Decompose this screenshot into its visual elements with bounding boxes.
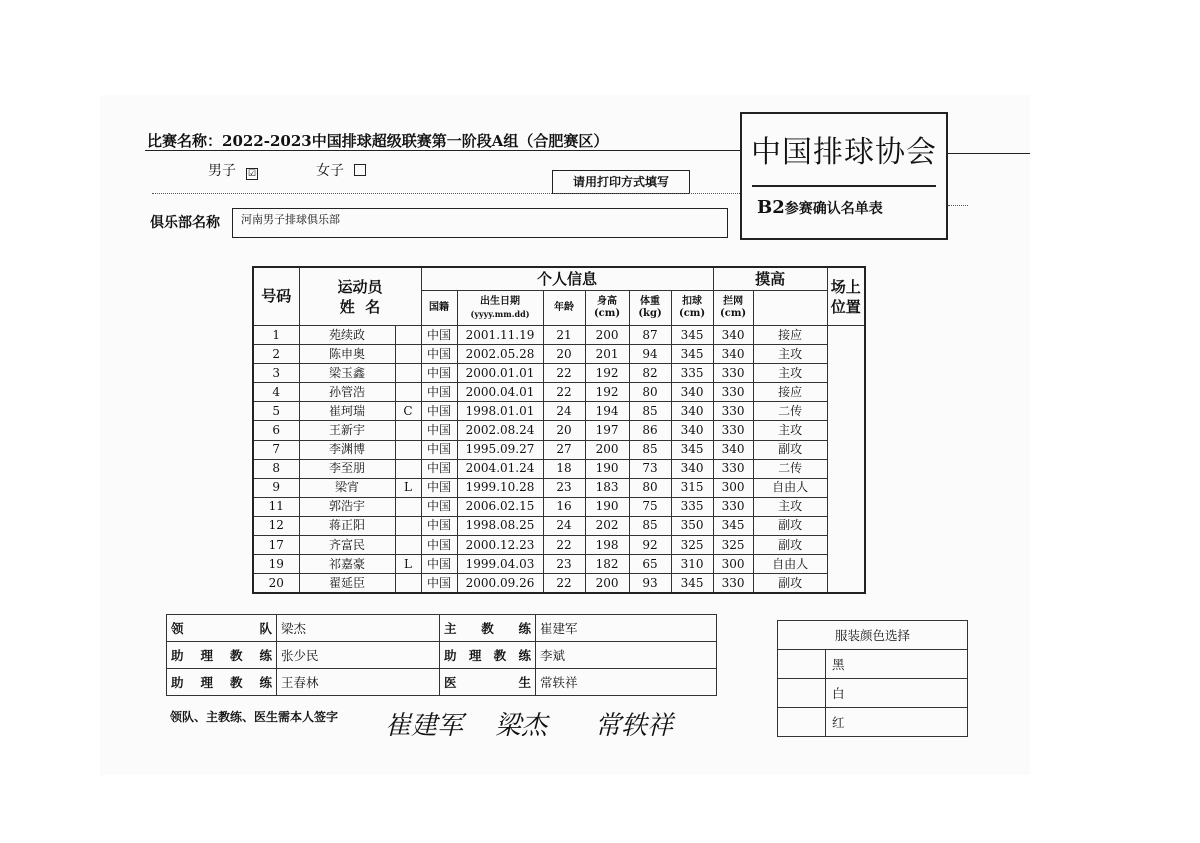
player-block-reach: 340: [713, 326, 753, 345]
female-checkbox[interactable]: [354, 164, 366, 176]
player-dob: 2002.08.24: [457, 421, 543, 440]
assistant2-label: [440, 642, 536, 669]
association-divider: [752, 185, 936, 187]
table-row: [253, 326, 865, 345]
association-box: [740, 112, 948, 240]
uniform-color-1: 黑: [826, 650, 968, 679]
roster-table: [252, 266, 866, 594]
assistant1-value[interactable]: 张少民: [277, 642, 440, 669]
player-age: 22: [543, 383, 585, 402]
player-role: [395, 459, 421, 478]
player-spike-reach: 345: [671, 326, 713, 345]
player-role: [395, 497, 421, 516]
player-role: [395, 345, 421, 364]
player-position: 二传: [753, 459, 827, 478]
table-row: [253, 440, 865, 459]
staff-role-label: 领 队: [171, 621, 272, 636]
player-role: L: [395, 478, 421, 497]
player-position: 副攻: [753, 440, 827, 459]
player-weight: 92: [629, 536, 671, 555]
player-position: 副攻: [753, 536, 827, 555]
player-position: 自由人: [753, 555, 827, 574]
print-note: 请用打印方式填写: [552, 170, 690, 194]
assistant3-value[interactable]: 王春林: [277, 669, 440, 696]
player-dob: 2000.01.01: [457, 364, 543, 383]
player-name: 崔珂瑞: [299, 402, 395, 421]
player-block-reach: 340: [713, 345, 753, 364]
player-age: 24: [543, 516, 585, 535]
player-spike-reach: 345: [671, 345, 713, 364]
player-name: 祁嘉豪: [299, 555, 395, 574]
header-number: 号码: [253, 267, 299, 326]
header-position: [827, 267, 865, 326]
player-height: 190: [585, 497, 629, 516]
player-weight: 82: [629, 364, 671, 383]
header-weight-label: 体重: [640, 296, 661, 307]
player-spike-reach: 315: [671, 478, 713, 497]
player-dob: 2000.04.01: [457, 383, 543, 402]
player-position: 主攻: [753, 364, 827, 383]
player-height: 202: [585, 516, 629, 535]
player-name: 孙管浩: [299, 383, 395, 402]
player-nationality: 中国: [421, 516, 457, 535]
player-weight: 94: [629, 345, 671, 364]
signature-note: 领队、主教练、医生需本人签字: [170, 710, 339, 724]
player-role: [395, 326, 421, 345]
player-weight: 65: [629, 555, 671, 574]
player-block-reach: 345: [713, 516, 753, 535]
signature-3: 常轶祥: [595, 711, 674, 741]
player-number: 19: [253, 555, 299, 574]
player-nationality: 中国: [421, 421, 457, 440]
player-number: 6: [253, 421, 299, 440]
player-block-reach: 330: [713, 497, 753, 516]
uniform-check-1[interactable]: [778, 650, 826, 679]
player-position: 副攻: [753, 574, 827, 594]
association-name: 中国排球协会: [751, 135, 937, 170]
leader-value[interactable]: 梁杰: [277, 615, 440, 642]
player-weight: 87: [629, 326, 671, 345]
player-dob: 1999.10.28: [457, 478, 543, 497]
header-height: [585, 291, 629, 326]
uniform-check-3[interactable]: [778, 708, 826, 737]
player-height: 183: [585, 478, 629, 497]
player-weight: 93: [629, 574, 671, 594]
header-weight: [629, 291, 671, 326]
player-spike-reach: 340: [671, 383, 713, 402]
header-athlete-line2: 姓 名: [339, 297, 381, 316]
staff-table: [166, 614, 717, 696]
player-height: 200: [585, 574, 629, 594]
player-weight: 85: [629, 440, 671, 459]
header-dob: [457, 291, 543, 326]
assistant2-value[interactable]: 李斌: [536, 642, 717, 669]
player-spike-reach: 310: [671, 555, 713, 574]
assistant3-label: [167, 669, 277, 696]
player-number: 11: [253, 497, 299, 516]
player-weight: 73: [629, 459, 671, 478]
player-age: 18: [543, 459, 585, 478]
player-height: 192: [585, 383, 629, 402]
player-spike-reach: 340: [671, 402, 713, 421]
signature-2: 梁杰: [495, 711, 548, 741]
player-block-reach: 300: [713, 555, 753, 574]
player-role: L: [395, 555, 421, 574]
player-dob: 2001.11.19: [457, 326, 543, 345]
player-number: 17: [253, 536, 299, 555]
head-coach-value[interactable]: 崔建军: [536, 615, 717, 642]
player-height: 182: [585, 555, 629, 574]
table-row: [253, 497, 865, 516]
table-row: [253, 402, 865, 421]
uniform-color-3: 红: [826, 708, 968, 737]
player-number: 7: [253, 440, 299, 459]
player-nationality: 中国: [421, 574, 457, 594]
header-height-label: 身高: [597, 296, 618, 307]
player-nationality: 中国: [421, 345, 457, 364]
header-rule: [948, 153, 1030, 154]
form-title: [757, 197, 946, 218]
player-dob: 1998.01.01: [457, 402, 543, 421]
uniform-header: 服装颜色选择: [778, 621, 968, 650]
player-nationality: 中国: [421, 440, 457, 459]
male-checkbox[interactable]: ☑: [247, 169, 257, 179]
staff-role-label: 主 教 练: [444, 621, 531, 636]
player-block-reach: 330: [713, 574, 753, 594]
player-role: C: [395, 402, 421, 421]
player-position: 接应: [753, 383, 827, 402]
player-block-reach: 330: [713, 421, 753, 440]
header-dob-label: 出生日期: [480, 296, 521, 307]
male-label: 男子: [208, 163, 236, 179]
player-dob: 2004.01.24: [457, 459, 543, 478]
player-block-reach: 330: [713, 459, 753, 478]
competition-title: 比赛名称：2022-2023中国排球超级联赛第一阶段A组（合肥赛区）: [147, 132, 609, 150]
player-number: 9: [253, 478, 299, 497]
player-position: 副攻: [753, 516, 827, 535]
form-title-text: 参赛确认名单表: [784, 201, 883, 217]
player-nationality: 中国: [421, 478, 457, 497]
player-number: 8: [253, 459, 299, 478]
table-row: [253, 421, 865, 440]
header-block-unit: (cm): [720, 308, 747, 319]
uniform-color-2: 白: [826, 679, 968, 708]
player-dob: 1998.08.25: [457, 516, 543, 535]
player-dob: 2000.09.26: [457, 574, 543, 594]
player-role: [395, 516, 421, 535]
header-spike: [671, 291, 713, 326]
staff-role-label: 助 理 教 练: [444, 648, 531, 663]
table-row: [253, 364, 865, 383]
table-row: [253, 345, 865, 364]
player-spike-reach: 340: [671, 459, 713, 478]
player-name: 梁玉鑫: [299, 364, 395, 383]
table-row: [253, 459, 865, 478]
player-role: [395, 421, 421, 440]
player-position: 自由人: [753, 478, 827, 497]
player-name: 陈申奥: [299, 345, 395, 364]
player-name: 齐富民: [299, 536, 395, 555]
player-block-reach: 330: [713, 383, 753, 402]
player-weight: 85: [629, 402, 671, 421]
player-spike-reach: 325: [671, 536, 713, 555]
player-name: 李至朋: [299, 459, 395, 478]
player-role: [395, 440, 421, 459]
player-height: 190: [585, 459, 629, 478]
player-spike-reach: 335: [671, 364, 713, 383]
player-position: 主攻: [753, 345, 827, 364]
player-number: 4: [253, 383, 299, 402]
player-position: 主攻: [753, 421, 827, 440]
female-label: 女子: [316, 163, 344, 179]
header-position-line1: 场上: [830, 277, 861, 296]
table-row: [253, 383, 865, 402]
table-row: [253, 536, 865, 555]
player-spike-reach: 335: [671, 497, 713, 516]
table-row: [253, 574, 865, 594]
header-age: 年龄: [543, 291, 585, 326]
player-height: 201: [585, 345, 629, 364]
player-position: 接应: [753, 326, 827, 345]
uniform-check-2[interactable]: [778, 679, 826, 708]
player-age: 22: [543, 364, 585, 383]
female-option[interactable]: [316, 160, 366, 180]
player-age: 23: [543, 555, 585, 574]
player-height: 200: [585, 440, 629, 459]
player-nationality: 中国: [421, 364, 457, 383]
staff-role-label: 助 理 教 练: [171, 675, 272, 690]
player-weight: 80: [629, 478, 671, 497]
table-row: [253, 555, 865, 574]
player-height: 198: [585, 536, 629, 555]
club-label: 俱乐部名称: [150, 215, 220, 231]
staff-role-label: 助 理 教 练: [171, 648, 272, 663]
player-dob: 1999.04.03: [457, 555, 543, 574]
dotted-divider: [152, 193, 742, 194]
player-name: 梁宵: [299, 478, 395, 497]
player-block-reach: 300: [713, 478, 753, 497]
header-block-label: 拦网: [723, 296, 744, 307]
header-personal-info: 个人信息: [421, 267, 713, 291]
player-block-reach: 325: [713, 536, 753, 555]
player-nationality: 中国: [421, 555, 457, 574]
player-weight: 85: [629, 516, 671, 535]
player-name: 翟延臣: [299, 574, 395, 594]
roster-body: [253, 326, 865, 594]
player-name: 郭浩宇: [299, 497, 395, 516]
player-spike-reach: 350: [671, 516, 713, 535]
player-position: 二传: [753, 402, 827, 421]
player-number: 12: [253, 516, 299, 535]
form-code: B2: [757, 197, 785, 218]
player-dob: 2002.05.28: [457, 345, 543, 364]
player-dob: 2000.12.23: [457, 536, 543, 555]
player-position: 主攻: [753, 497, 827, 516]
player-role: [395, 536, 421, 555]
header-nationality: 国籍: [421, 291, 457, 326]
player-nationality: 中国: [421, 326, 457, 345]
player-age: 27: [543, 440, 585, 459]
player-spike-reach: 340: [671, 421, 713, 440]
player-number: 5: [253, 402, 299, 421]
player-block-reach: 330: [713, 364, 753, 383]
head-coach-label: [440, 615, 536, 642]
player-number: 1: [253, 326, 299, 345]
player-weight: 86: [629, 421, 671, 440]
player-age: 20: [543, 421, 585, 440]
player-age: 23: [543, 478, 585, 497]
uniform-color-table: [777, 620, 968, 737]
header-athlete-line1: 运动员: [337, 277, 383, 296]
doctor-label: [440, 669, 536, 696]
player-role: [395, 383, 421, 402]
player-number: 3: [253, 364, 299, 383]
player-height: 192: [585, 364, 629, 383]
player-height: 200: [585, 326, 629, 345]
header-weight-unit: (kg): [638, 308, 662, 319]
player-age: 22: [543, 536, 585, 555]
player-spike-reach: 345: [671, 440, 713, 459]
player-weight: 80: [629, 383, 671, 402]
player-nationality: 中国: [421, 402, 457, 421]
signature-1: 崔建军: [385, 711, 464, 741]
player-name: 蒋正阳: [299, 516, 395, 535]
leader-label: [167, 615, 277, 642]
player-dob: 1995.09.27: [457, 440, 543, 459]
player-spike-reach: 345: [671, 574, 713, 594]
doctor-value[interactable]: 常轶祥: [536, 669, 717, 696]
staff-role-label: 医 生: [444, 675, 531, 690]
assistant1-label: [167, 642, 277, 669]
player-nationality: 中国: [421, 536, 457, 555]
player-nationality: 中国: [421, 383, 457, 402]
player-name: 王新宇: [299, 421, 395, 440]
player-name: 李渊博: [299, 440, 395, 459]
player-role: [395, 574, 421, 594]
player-age: 16: [543, 497, 585, 516]
player-age: 22: [543, 574, 585, 594]
header-spike-unit: (cm): [678, 308, 706, 319]
player-age: 20: [543, 345, 585, 364]
dotted-divider-right: [948, 205, 968, 206]
header-block: [713, 291, 753, 326]
player-height: 197: [585, 421, 629, 440]
player-nationality: 中国: [421, 459, 457, 478]
player-height: 194: [585, 402, 629, 421]
header-dob-format: (yyyy.mm.dd): [470, 309, 530, 319]
player-weight: 75: [629, 497, 671, 516]
player-age: 21: [543, 326, 585, 345]
header-athlete: [299, 267, 421, 326]
header-reach: 摸高: [713, 267, 827, 291]
player-name: 苑续政: [299, 326, 395, 345]
male-option[interactable]: [208, 160, 258, 180]
player-age: 24: [543, 402, 585, 421]
player-block-reach: 330: [713, 402, 753, 421]
player-role: [395, 364, 421, 383]
header-height-unit: (cm): [593, 308, 621, 319]
player-nationality: 中国: [421, 497, 457, 516]
player-number: 20: [253, 574, 299, 594]
player-number: 2: [253, 345, 299, 364]
header-position-line2: 位置: [830, 297, 861, 316]
table-row: [253, 516, 865, 535]
player-block-reach: 340: [713, 440, 753, 459]
player-dob: 2006.02.15: [457, 497, 543, 516]
header-spike-label: 扣球: [682, 296, 703, 307]
table-row: [253, 478, 865, 497]
title-underline: [145, 150, 740, 151]
club-name-field[interactable]: 河南男子排球俱乐部: [232, 208, 728, 238]
